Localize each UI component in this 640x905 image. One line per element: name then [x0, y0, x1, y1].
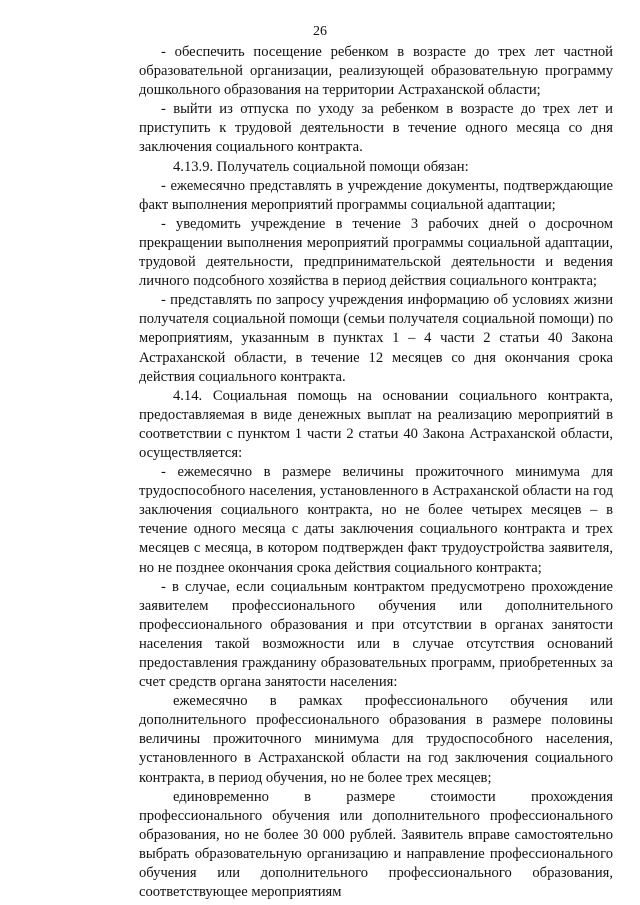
paragraph-8: - ежемесячно в размере величины прожиточного минимума для трудоспособного населения, установленного в Астраханской области на год заключения социального контракта, но не более четырех месяцев – в течение одного месяца с даты заключения социального контракта и трех месяцев с месяца, в котором подтвержден факт трудоустройства заявителя, но не позднее окончания срока действия социального контракта;: [139, 464, 613, 576]
paragraph-6: - представлять по запросу учреждения информацию об условиях жизни получателя социальной помощи (семьи получателя социальной помощи) по мероприятиям, указанным в пунктах 1 – 4 части 2 статьи 40 Закона Астраханской области, в течение 12 месяцев со дня окончания срока действия социального контракта.: [139, 292, 613, 385]
paragraph-11: единовременно в размере стоимости прохождения профессионального обучения или дополнительного профессионального образования, но не более 30 000 рублей. Заявитель вправе самостоятельно выбрать образовательную организацию и направление профессионального обучения или дополнительного профессионального образования, соответствующее мероприятиям: [139, 788, 613, 901]
paragraph-3: 4.13.9. Получатель социальной помощи обязан:: [173, 158, 469, 175]
paragraph-7: 4.14. Социальная помощь на основании социального контракта, предоставляемая в виде денежных выплат на реализацию мероприятий в соответствии с пунктом 1 части 2 статьи 40 Закона Астраханской области, осуществляется:: [139, 387, 613, 461]
page-number: 26: [313, 24, 327, 39]
paragraph-1: - обеспечить посещение ребенком в возрасте до трех лет частной образовательной организации, реализующей образовательную программу дошкольного образования на территории Астраханской области;: [139, 44, 613, 99]
paragraph-9: - в случае, если социальным контрактом предусмотрено прохождение заявителем профессионального обучения или дополнительного профессионального образования и при отсутствии в органах занятости населения такой возможности или в случае отсутствия оснований предоставления гражданину образовательных программ, приобретенных за счет средств органа занятости населения:: [139, 578, 613, 691]
paragraph-4: - ежемесячно представлять в учреждение документы, подтверждающие факт выполнения мероприятий программы социальной адаптации;: [139, 177, 613, 213]
document-body: [139, 43, 613, 902]
paragraph-2: - выйти из отпуска по уходу за ребенком в возрасте до трех лет и приступить к трудовой деятельности в течение одного месяца со дня заключения социального контракта.: [139, 101, 613, 156]
paragraph-5: - уведомить учреждение в течение 3 рабочих дней о досрочном прекращении выполнения мероприятий программы социальной адаптации, трудовой деятельности, предпринимательской деятельности и ведения личного подсобного хозяйства в период действия социального контракта;: [139, 215, 613, 290]
paragraph-10: ежемесячно в рамках профессионального обучения или дополнительного профессионального образования в размере половины величины прожиточного минимума для трудоспособного населения, установленного в Астраханской области на год заключения социального контракта, в период обучения, но не более трех месяцев;: [139, 693, 613, 786]
